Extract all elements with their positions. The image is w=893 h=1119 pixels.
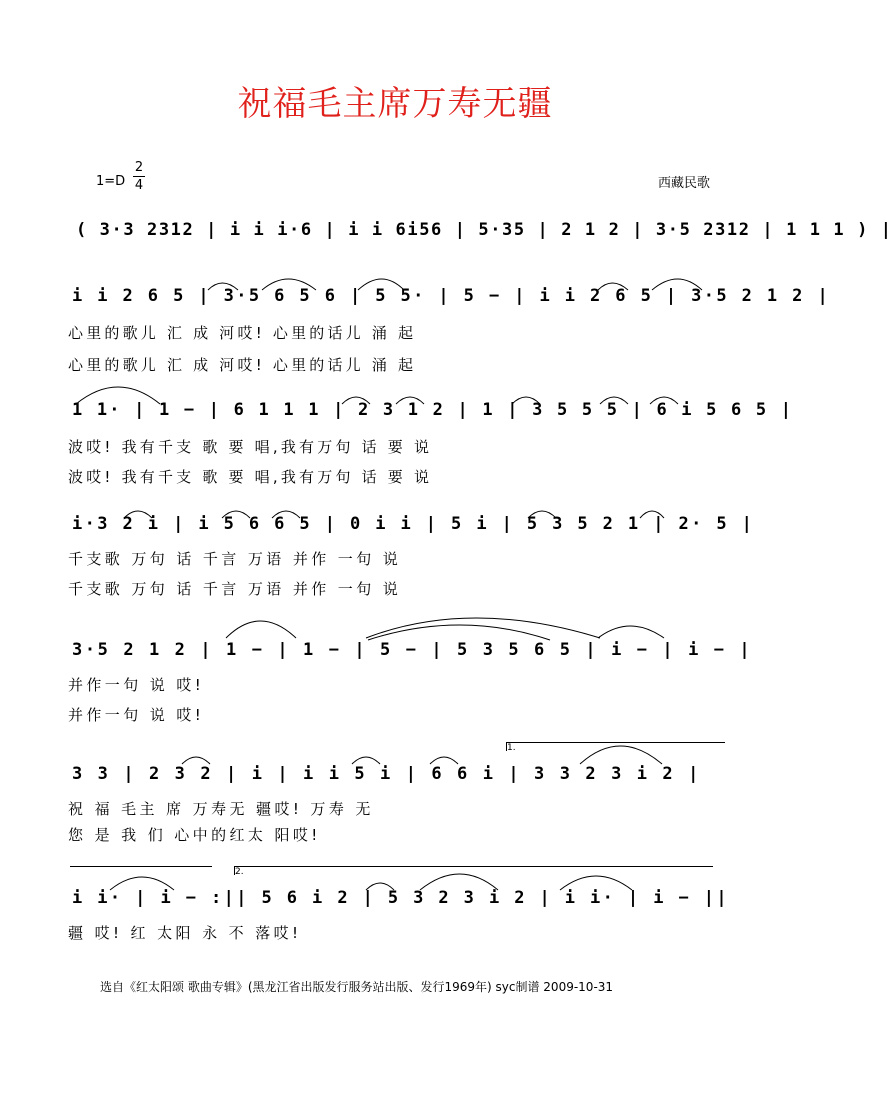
line-1-lyric-1: 心里的歌儿 汇 成 河哎! 心里的话儿 涌 起 [68, 324, 417, 342]
second-ending-label: 2. [235, 867, 244, 877]
line-1-notes: i i 2 6 5 | 3·5 6 5 6 | 5 5· | 5 − | i i 2 6 5 | 3·5 2 1 2 | [72, 286, 831, 306]
intro-notes: ( 3·3 2312 | i i i·6 | i i 6i56 | 5·35 | 2 1 2 | 3·5 2312 | 1 1 1 ) | [76, 220, 893, 240]
line-4-lyric-2: 并作一句 说 哎! [68, 706, 205, 724]
line-2-notes: 1 1· | 1 − | 6 1 1 1 | 2 3 1 2 | 1 | 3 5 5 5 | 6 i 5 6 5 | [72, 400, 794, 420]
line-5-lyric-2: 您 是 我 们 心中的红太 阳哎! [68, 826, 321, 844]
line-3-lyric-2: 千支歌 万句 话 千言 万语 并作 一句 说 [68, 580, 402, 598]
line-3-lyric-1: 千支歌 万句 话 千言 万语 并作 一句 说 [68, 550, 402, 568]
song-title: 祝福毛主席万寿无疆 [237, 84, 553, 124]
time-bottom: 4 [134, 178, 144, 193]
time-top: 2 [134, 160, 144, 175]
line-2-lyric-2: 波哎! 我有千支 歌 要 唱,我有万句 话 要 说 [68, 468, 433, 486]
line-5-notes: 3 3 | 2 3 2 | i | i i 5 i | 6 6 i | 3 3 2 3 i 2 | [72, 764, 701, 784]
line-4-lyric-1: 并作一句 说 哎! [68, 676, 205, 694]
line-6-notes: i i· | i − :|| 5 6 i 2 | 5 3 2 3 i 2 | i i· | i − || [72, 888, 730, 908]
song-origin: 西藏民歌 [658, 176, 711, 191]
key-signature: 1=D [96, 174, 126, 189]
line-4-notes: 3·5 2 1 2 | 1 − | 1 − | 5 − | 5 3 5 6 5 | i − | i − | [72, 640, 753, 660]
line-2-lyric-1: 波哎! 我有千支 歌 要 唱,我有万句 话 要 说 [68, 438, 433, 456]
line-5-lyric-1: 祝 福 毛主 席 万寿无 疆哎! 万寿 无 [68, 800, 374, 818]
footer-note: 选自《红太阳颂 歌曲专辑》(黑龙江省出版发行服务站出版、发行1969年) syc制谱 2009-10-31 [100, 980, 614, 994]
first-ending-label: 1. [507, 743, 516, 753]
line-1-lyric-2: 心里的歌儿 汇 成 河哎! 心里的话儿 涌 起 [68, 356, 417, 374]
line-3-notes: i·3 2 i | i 5 6 6 5 | 0 i i | 5 i | 5 3 5 2 1 | 2· 5 | [72, 514, 755, 534]
line-6-lyric-1: 疆 哎! 红 太阳 永 不 落哎! [68, 924, 302, 942]
